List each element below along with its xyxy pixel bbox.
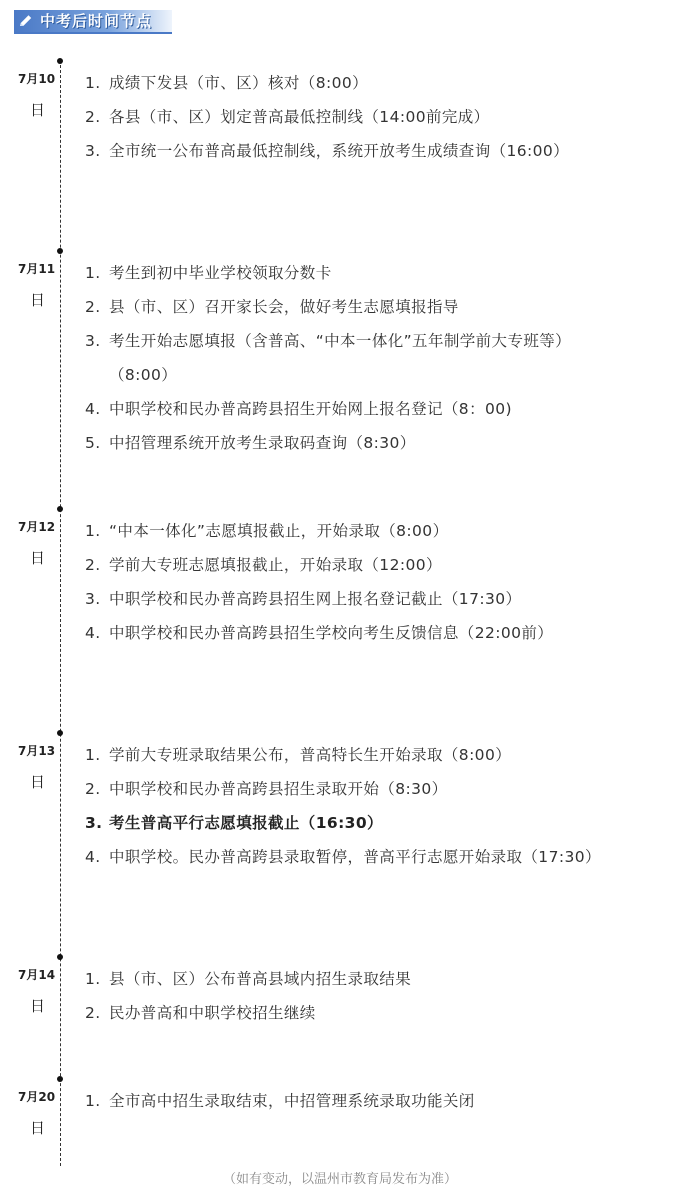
event-item: 1. 全市高中招生录取结束，中招管理系统录取功能关闭	[85, 1092, 475, 1110]
event-item: 4. 中职学校和民办普高跨县招生开始网上报名登记（8：00)	[85, 400, 512, 418]
event-list	[85, 1084, 605, 1118]
timeline-dot	[57, 248, 63, 254]
event-list	[85, 256, 605, 460]
event-item: 1. 学前大专班录取结果公布，普高特长生开始录取（8:00）	[85, 746, 512, 764]
date-day-char: 日	[30, 1119, 46, 1137]
event-list	[85, 738, 605, 874]
date-month-day: 7月13	[18, 744, 56, 758]
timeline-dot	[57, 1076, 63, 1082]
event-item: 5. 中招管理系统开放考生录取码查询（8:30）	[85, 434, 416, 452]
timeline-dot	[57, 954, 63, 960]
date-day-char: 日	[30, 773, 46, 791]
date-label	[14, 518, 58, 568]
event-item: 2. 县（市、区）召开家长会，做好考生志愿填报指导	[85, 298, 459, 316]
date-label	[14, 70, 58, 120]
header-underline	[14, 32, 172, 34]
date-month-day: 7月12	[18, 520, 56, 534]
timeline-line	[60, 60, 61, 1166]
footer-note: （如有变动，以温州市教育局发布为准）	[222, 1172, 457, 1187]
date-day-char: 日	[30, 101, 46, 119]
date-month-day: 7月10	[18, 72, 56, 86]
event-item: 3. 全市统一公布普高最低控制线，系统开放考生成绩查询（16:00）	[85, 142, 570, 160]
event-item: 2. 学前大专班志愿填报截止，开始录取（12:00）	[85, 556, 442, 574]
header-title: 中考后时间节点	[40, 12, 153, 30]
event-list	[85, 962, 605, 1030]
date-day-char: 日	[30, 549, 46, 567]
pencil-icon	[17, 12, 35, 30]
event-list	[85, 66, 605, 168]
event-item: 1. “中本一体化”志愿填报截止，开始录取（8:00）	[85, 522, 449, 540]
event-item: 4. 中职学校和民办普高跨县招生学校向考生反馈信息（22:00前）	[85, 624, 554, 642]
event-item-highlighted: 3. 考生普高平行志愿填报截止（16:30）	[85, 814, 383, 832]
timeline-dot	[57, 58, 63, 64]
event-item: 2. 中职学校和民办普高跨县招生录取开始（8:30）	[85, 780, 448, 798]
event-item: 4. 中职学校。民办普高跨县录取暂停，普高平行志愿开始录取（17:30）	[85, 848, 601, 866]
date-month-day: 7月11	[18, 262, 56, 276]
date-day-char: 日	[30, 291, 46, 309]
date-label	[14, 260, 58, 310]
timeline-dot	[57, 506, 63, 512]
event-list	[85, 514, 605, 650]
date-label	[14, 742, 58, 792]
event-item: 2. 各县（市、区）划定普高最低控制线（14:00前完成）	[85, 108, 490, 126]
date-label	[14, 1088, 58, 1138]
event-item: 3. 考生开始志愿填报（含普高、“中本一体化”五年制学前大专班等）（8:00）	[85, 332, 572, 384]
date-month-day: 7月14	[18, 968, 56, 982]
event-item: 1. 县（市、区）公布普高县域内招生录取结果	[85, 970, 412, 988]
section-header	[14, 10, 174, 34]
event-item: 1. 考生到初中毕业学校领取分数卡	[85, 264, 332, 282]
date-day-char: 日	[30, 997, 46, 1015]
event-item: 1. 成绩下发县（市、区）核对（8:00）	[85, 74, 369, 92]
event-item: 3. 中职学校和民办普高跨县招生网上报名登记截止（17:30）	[85, 590, 522, 608]
date-month-day: 7月20	[18, 1090, 56, 1104]
timeline-dot	[57, 730, 63, 736]
date-label	[14, 966, 58, 1016]
event-item: 2. 民办普高和中职学校招生继续	[85, 1004, 316, 1022]
